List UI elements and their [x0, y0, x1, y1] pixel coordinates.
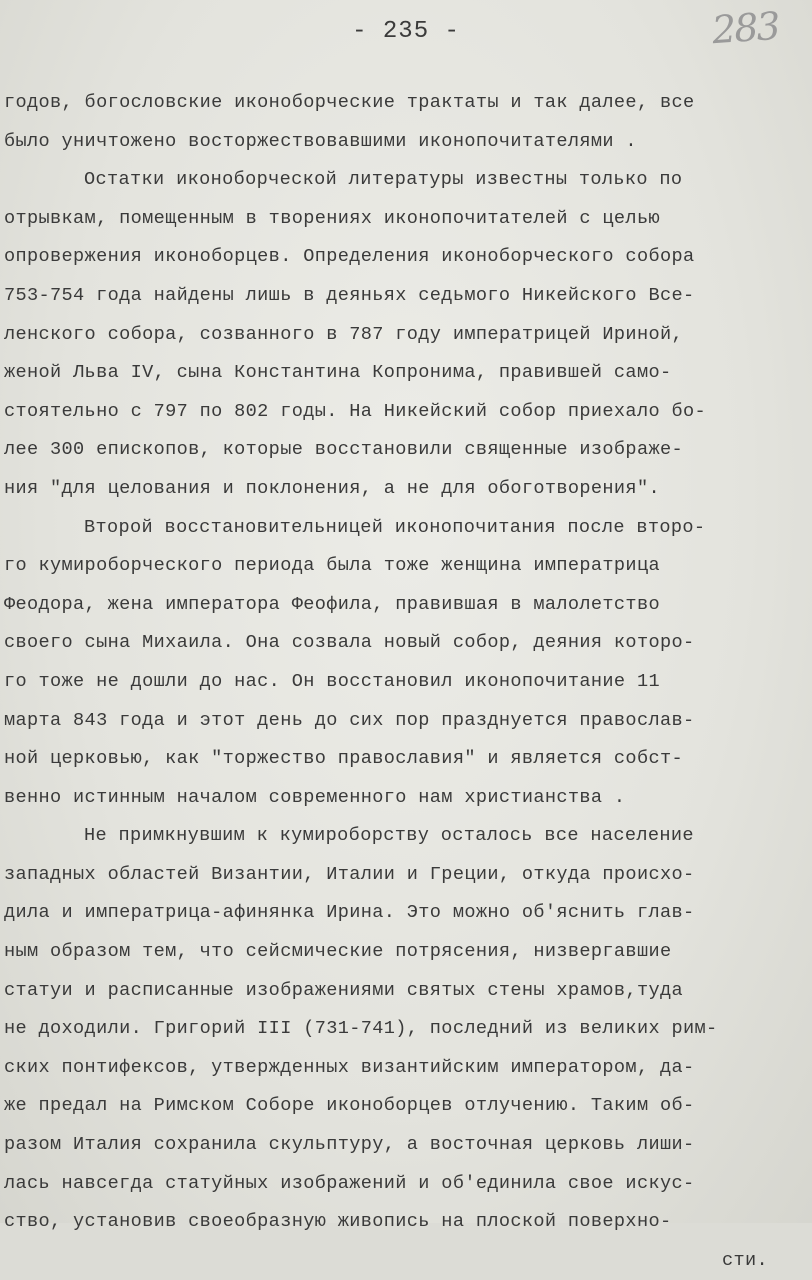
text-line: венно истинным началом современного нам христианства . [4, 786, 626, 808]
text-line: 753-754 года найдены лишь в деяньях седьмого Никейского Все- [4, 284, 695, 306]
text-line: своего сына Михаила. Она созвала новый собор, деяния которо- [4, 632, 695, 654]
text-line: лась навсегда статуйных изображений и об'единила свое искус- [4, 1172, 695, 1194]
text-line: Не примкнувшим к кумироборству осталось все население [84, 825, 694, 847]
text-line: Второй восстановительницей иконопочитания после второ- [84, 516, 706, 538]
text-line: Феодора, жена императора Феофила, правившая в малолетство [4, 593, 660, 615]
handwritten-archive-number: 283 [710, 3, 780, 53]
text-line: стоятельно с 797 по 802 годы. На Никейский собор приехало бо- [4, 400, 706, 422]
text-line: го кумироборческого периода была тоже женщина императрица [4, 555, 660, 577]
text-line: опровержения иконоборцев. Определения иконоборческого собора [4, 246, 695, 268]
text-line: ной церковью, как "торжество православия" и является собст- [4, 748, 683, 770]
text-line: сти. [721, 1249, 768, 1271]
text-line: статуи и расписанные изображениями святых стены храмов,туда [4, 979, 683, 1001]
page-number: - 235 - [352, 18, 460, 45]
text-line: ских понтифексов, утвержденных византийским императором, да- [4, 1056, 695, 1078]
text-line: же предал на Римском Соборе иконоборцев отлучению. Таким об- [4, 1095, 695, 1117]
text-line: западных областей Византии, Италии и Греции, откуда происхо- [4, 863, 695, 885]
text-line: женой Льва IV, сына Константина Копронима, правившей само- [4, 362, 672, 384]
text-line: го тоже не дошли до нас. Он восстановил иконопочитание 11 [4, 670, 660, 692]
text-line: ство, установив своеобразную живопись на плоской поверхно- [4, 1211, 672, 1233]
text-line: не доходили. Григорий III (731-741), последний из великих рим- [4, 1018, 718, 1040]
text-line: годов, богословские иконоборческие трактаты и так далее, все [4, 92, 695, 113]
text-line: марта 843 года и этот день до сих пор празднуется православ- [4, 709, 695, 731]
text-line: ния "для целования и поклонения, а не для обоготворения". [4, 477, 660, 499]
text-line: ленского собора, созванного в 787 году императрицей Ириной, [4, 323, 683, 345]
text-line: Остатки иконоборческой литературы известны только по [84, 169, 683, 191]
text-line: было уничтожено восторжествовавшими иконопочитателями . [4, 130, 637, 152]
text-line: лее 300 епископов, которые восстановили священные изображе- [4, 439, 683, 461]
text-line: разом Италия сохранила скульптуру, а восточная церковь лиши- [4, 1134, 695, 1156]
text-line: дила и императрица-афинянка Ирина. Это можно об'яснить глав- [4, 902, 695, 924]
text-line: ным образом тем, что сейсмические потрясения, низвергавшие [4, 941, 672, 963]
body-text [4, 84, 804, 1280]
text-line: отрывкам, помещенным в творениях иконопочитателей с целью [4, 207, 660, 229]
